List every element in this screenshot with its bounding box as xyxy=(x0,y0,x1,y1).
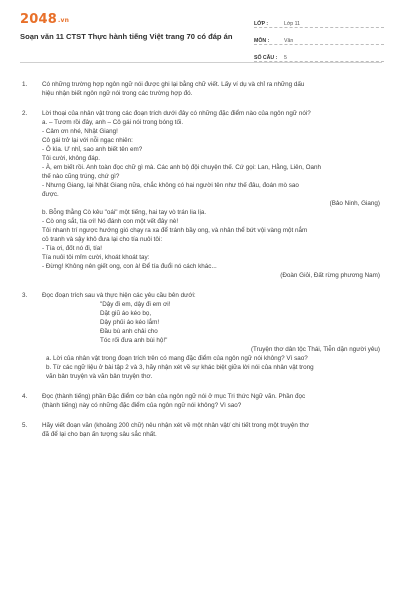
text-line: - Cảm ơn nhé, Nhật Giang! xyxy=(42,128,118,135)
poem-line: Tóc rối đưa anh bùi hộ!" xyxy=(100,337,168,344)
text-line: Đọc (thành tiếng) phần Đặc điểm cơ bản của ngôn ngữ nói ở mục Tri thức Ngữ văn. Phần đọc xyxy=(42,393,306,400)
poem-excerpt xyxy=(42,300,380,345)
meta-value: 5 xyxy=(284,55,287,61)
meta-key: SỐ CÂU : xyxy=(254,55,278,61)
meta-row-subject xyxy=(254,31,384,45)
meta-value: Lớp 11 xyxy=(284,21,300,27)
poem-line: Đầu bù anh chải cho xyxy=(100,328,158,335)
text-line: Tôi nhanh trí ngược hướng gió chạy ra xa để tránh bầy ong, và nhân thể bứt vội vàng một nắm xyxy=(42,227,308,234)
text-line: văn bản truyện và văn bản truyện thơ. xyxy=(46,373,153,380)
logo-suffix: .vn xyxy=(57,17,70,24)
text-line: đã để lại cho bạn ấn tượng sâu sắc nhất. xyxy=(42,431,157,438)
text-line: Hãy viết đoạn văn (khoảng 200 chữ) nêu nhận xét về một nhân vật/ chi tiết trong một truyện thơ xyxy=(42,422,310,429)
site-logo[interactable] xyxy=(20,12,69,27)
text-line: Cô gái trở lại với nỗi ngạc nhiên: xyxy=(42,137,133,144)
question-number: 5. xyxy=(22,422,28,429)
question-2 xyxy=(20,109,380,280)
text-line: được. xyxy=(42,191,59,198)
question-text xyxy=(42,291,380,381)
meta-row-count xyxy=(254,48,384,62)
text-line: thế nào cũng trúng, chứ gì? xyxy=(42,173,120,180)
logo-text: 2048 xyxy=(20,12,57,27)
text-line: Lời thoại của nhân vật trong các đoạn trích dưới đây có những đặc điểm nào của ngôn ngữ nói? xyxy=(42,110,311,117)
text-line: b. Từ các ngữ liệu ở bài tập 2 và 3, hãy nhận xét về sự khác biệt giữa lời nói của nhân vật trong xyxy=(46,364,314,371)
question-number: 4. xyxy=(22,393,28,400)
meta-table xyxy=(254,14,384,65)
text-line: - À, em biết rồi. Anh toàn đọc chữ gì mà. Các anh bộ đội chuyện thế. Cứ gọi: Lan, Hằng, Liên, Oanh xyxy=(42,164,322,171)
header-divider xyxy=(20,62,382,63)
source-citation: (Đoàn Giỏi, Đất rừng phương Nam) xyxy=(280,272,380,279)
text-line: - Cò ong sắt, tía ơi! Nó đánh con một vết đây nè! xyxy=(42,218,179,225)
text-line: hiệu nhận biết ngôn ngữ nói trong các trường hợp đó. xyxy=(42,90,193,97)
poem-line: "Dậy đi em, dậy đi em ơi! xyxy=(100,301,171,308)
text-line: a. – Tươm rồi đây, anh – Cô gái nói trong bóng tối. xyxy=(42,119,184,126)
question-number: 3. xyxy=(22,292,28,299)
question-text xyxy=(42,109,380,280)
question-text xyxy=(42,392,380,410)
poem-line: Dặt giũ áo kéo bọ, xyxy=(100,310,152,317)
question-3 xyxy=(20,291,380,381)
text-line: Có những trường hợp ngôn ngữ nói được ghi lại bằng chữ viết. Lấy ví dụ và chỉ ra những dấu xyxy=(42,81,305,88)
text-line: - Đừng! Không nên giết ong, con à! Để tía đuổi nó cách khác... xyxy=(42,263,217,270)
text-line: - Nhưng Giang, lại Nhật Giang nữa, chắc không có hai người tên như thế đâu, đoán mò sao xyxy=(42,182,299,189)
text-line: - Tía ơi, đốt nó đi, tía! xyxy=(42,245,103,252)
text-line: a. Lời của nhân vật trong đoạn trích trên có mang đặc điểm của ngôn ngữ nói không? Vì sao? xyxy=(46,355,308,362)
text-line: Đọc đoạn trích sau và thực hiện các yêu cầu bên dưới: xyxy=(42,292,196,299)
text-line: b. Bỗng thằng Cò kêu "oái" một tiếng, hai tay vò trán lia lịa. xyxy=(42,209,207,216)
text-line: - Ô kìa. Ư nhỉ, sao anh biết tên em? xyxy=(42,146,143,153)
text-line: Tía nuôi tôi mỉm cười, khoát khoát tay: xyxy=(42,254,150,261)
source-citation: (Truyện thơ dân tộc Thái, Tiễn dặn người yêu) xyxy=(250,346,380,353)
question-1 xyxy=(20,80,380,98)
question-4 xyxy=(20,392,380,410)
meta-row-grade xyxy=(254,14,384,28)
text-line: Tôi cười, không đáp. xyxy=(42,155,101,162)
question-text xyxy=(42,421,380,439)
meta-value: Văn xyxy=(284,38,294,44)
meta-key: MÔN : xyxy=(254,38,270,44)
source-citation: (Bảo Ninh, Giang) xyxy=(329,200,380,207)
question-number: 1. xyxy=(22,81,28,88)
questions-list xyxy=(20,80,380,450)
text-line: cỏ tranh và sậy khô đưa lại cho tía nuôi tôi: xyxy=(42,236,163,243)
meta-key: LỚP : xyxy=(254,21,269,27)
text-line: (thành tiếng) này có những đặc điểm của ngôn ngữ nói không? Vì sao? xyxy=(42,402,242,409)
question-5 xyxy=(20,421,380,439)
page-title: Soạn văn 11 CTST Thực hành tiếng Việt trang 70 có đáp án xyxy=(20,32,233,41)
question-number: 2. xyxy=(22,110,28,117)
question-text xyxy=(42,80,380,98)
poem-line: Dậy phủi áo kéo lắm! xyxy=(100,319,160,326)
